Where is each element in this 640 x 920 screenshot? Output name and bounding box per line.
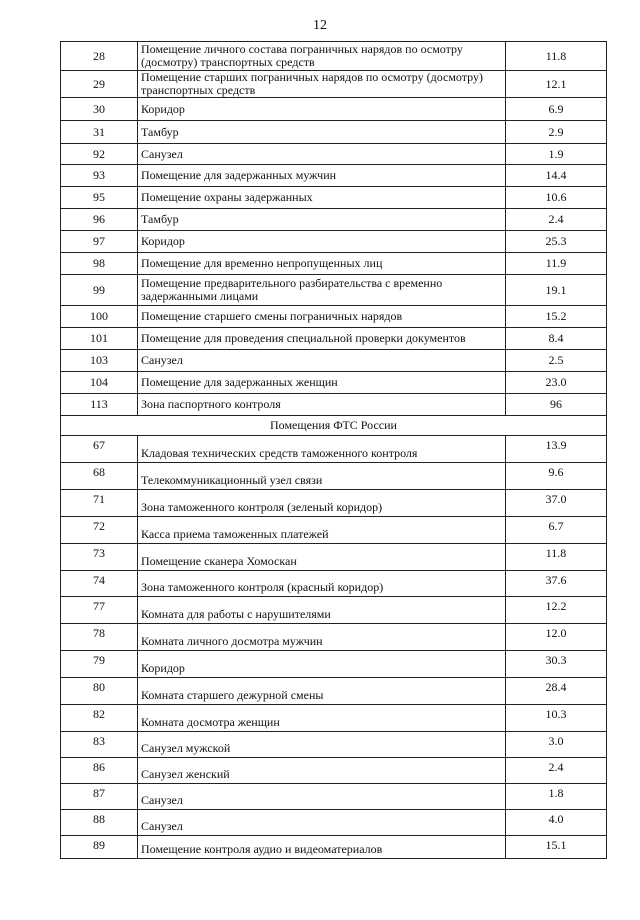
room-area: 13.9	[506, 436, 607, 463]
room-number: 79	[61, 651, 138, 678]
room-area: 28.4	[506, 678, 607, 705]
room-number: 77	[61, 597, 138, 624]
room-number: 104	[61, 372, 138, 394]
room-name: Зона таможенного контроля (красный коридор)	[138, 571, 506, 597]
room-area: 2.4	[506, 209, 607, 231]
room-name: Санузел женский	[138, 758, 506, 784]
room-number: 101	[61, 328, 138, 350]
room-area: 6.9	[506, 98, 607, 121]
room-area: 1.9	[506, 144, 607, 165]
room-area: 19.1	[506, 275, 607, 306]
room-name: Санузел	[138, 810, 506, 836]
table-row	[61, 624, 607, 651]
section-title: Помещения ФТС России	[61, 416, 607, 436]
table-row	[61, 732, 607, 758]
room-name: Коридор	[138, 651, 506, 678]
room-number: 86	[61, 758, 138, 784]
table-row	[61, 165, 607, 187]
room-area: 2.4	[506, 758, 607, 784]
room-name: Санузел мужской	[138, 732, 506, 758]
table-row	[61, 651, 607, 678]
room-area: 15.2	[506, 306, 607, 328]
room-number: 29	[61, 71, 138, 98]
room-number: 72	[61, 517, 138, 544]
room-area: 96	[506, 394, 607, 416]
table-row	[61, 350, 607, 372]
table-row	[61, 517, 607, 544]
room-number: 71	[61, 490, 138, 517]
room-area: 30.3	[506, 651, 607, 678]
room-number: 74	[61, 571, 138, 597]
room-name: Помещение контроля аудио и видеоматериалов	[138, 836, 506, 859]
table-row	[61, 436, 607, 463]
table-row	[61, 705, 607, 732]
room-number: 92	[61, 144, 138, 165]
room-number: 98	[61, 253, 138, 275]
table-row	[61, 98, 607, 121]
table-row	[61, 42, 607, 71]
room-area: 12.0	[506, 624, 607, 651]
room-number: 82	[61, 705, 138, 732]
room-name: Тамбур	[138, 209, 506, 231]
room-name: Санузел	[138, 784, 506, 810]
table-row	[61, 306, 607, 328]
room-area: 2.9	[506, 121, 607, 144]
table-row	[61, 463, 607, 490]
room-name: Коридор	[138, 98, 506, 121]
room-name: Помещение сканера Хомоскан	[138, 544, 506, 571]
room-area: 6.7	[506, 517, 607, 544]
room-name: Коридор	[138, 231, 506, 253]
room-name: Комната для работы с нарушителями	[138, 597, 506, 624]
room-number: 78	[61, 624, 138, 651]
room-name: Телекоммуникационный узел связи	[138, 463, 506, 490]
table-row	[61, 253, 607, 275]
table-row	[61, 758, 607, 784]
room-number: 68	[61, 463, 138, 490]
table-row	[61, 187, 607, 209]
room-name: Помещение предварительного разбирательства с временно задержанными лицами	[138, 275, 506, 306]
room-name: Помещение охраны задержанных	[138, 187, 506, 209]
room-name: Санузел	[138, 144, 506, 165]
room-area: 37.6	[506, 571, 607, 597]
room-area: 12.2	[506, 597, 607, 624]
table-row	[61, 784, 607, 810]
room-name: Комната личного досмотра мужчин	[138, 624, 506, 651]
page-number: 12	[313, 18, 327, 33]
table-row	[61, 372, 607, 394]
table-row	[61, 328, 607, 350]
room-area: 25.3	[506, 231, 607, 253]
room-area: 2.5	[506, 350, 607, 372]
table-row	[61, 490, 607, 517]
room-number: 88	[61, 810, 138, 836]
room-name: Помещение старшего смены пограничных нарядов	[138, 306, 506, 328]
table-row	[61, 144, 607, 165]
room-number: 113	[61, 394, 138, 416]
room-name: Комната досмотра женщин	[138, 705, 506, 732]
room-area: 3.0	[506, 732, 607, 758]
room-name: Санузел	[138, 350, 506, 372]
room-area: 37.0	[506, 490, 607, 517]
rooms-table	[60, 41, 607, 859]
room-name: Зона таможенного контроля (зеленый коридор)	[138, 490, 506, 517]
room-number: 103	[61, 350, 138, 372]
room-name: Зона паспортного контроля	[138, 394, 506, 416]
room-number: 93	[61, 165, 138, 187]
room-area: 15.1	[506, 836, 607, 859]
table-row	[61, 810, 607, 836]
room-number: 31	[61, 121, 138, 144]
section-header-row	[61, 416, 607, 436]
table-row	[61, 597, 607, 624]
room-name: Помещение старших пограничных нарядов по осмотру (досмотру) транспортных средств	[138, 71, 506, 98]
table-row	[61, 544, 607, 571]
room-number: 80	[61, 678, 138, 705]
room-number: 100	[61, 306, 138, 328]
room-number: 83	[61, 732, 138, 758]
room-area: 11.8	[506, 544, 607, 571]
room-area: 9.6	[506, 463, 607, 490]
room-number: 96	[61, 209, 138, 231]
room-name: Комната старшего дежурной смены	[138, 678, 506, 705]
room-name: Помещение для задержанных женщин	[138, 372, 506, 394]
room-name: Помещение для задержанных мужчин	[138, 165, 506, 187]
room-area: 10.3	[506, 705, 607, 732]
room-number: 28	[61, 42, 138, 71]
room-area: 4.0	[506, 810, 607, 836]
room-name: Помещение для проведения специальной проверки документов	[138, 328, 506, 350]
table-row	[61, 678, 607, 705]
room-name: Касса приема таможенных платежей	[138, 517, 506, 544]
room-number: 67	[61, 436, 138, 463]
room-area: 8.4	[506, 328, 607, 350]
room-number: 99	[61, 275, 138, 306]
room-name: Помещение для временно непропущенных лиц	[138, 253, 506, 275]
table-row	[61, 209, 607, 231]
room-number: 95	[61, 187, 138, 209]
room-area: 11.9	[506, 253, 607, 275]
room-number: 89	[61, 836, 138, 859]
table-row	[61, 121, 607, 144]
rooms-table-body	[61, 42, 607, 859]
room-name: Тамбур	[138, 121, 506, 144]
room-area: 11.8	[506, 42, 607, 71]
room-number: 87	[61, 784, 138, 810]
room-area: 14.4	[506, 165, 607, 187]
room-name: Помещение личного состава пограничных нарядов по осмотру (досмотру) транспортных средств	[138, 42, 506, 71]
room-area: 10.6	[506, 187, 607, 209]
table-row	[61, 571, 607, 597]
room-area: 1.8	[506, 784, 607, 810]
table-row	[61, 71, 607, 98]
room-area: 12.1	[506, 71, 607, 98]
table-row	[61, 836, 607, 859]
room-number: 73	[61, 544, 138, 571]
table-row	[61, 394, 607, 416]
room-number: 97	[61, 231, 138, 253]
room-number: 30	[61, 98, 138, 121]
table-row	[61, 231, 607, 253]
room-name: Кладовая технических средств таможенного контроля	[138, 436, 506, 463]
room-area: 23.0	[506, 372, 607, 394]
table-row	[61, 275, 607, 306]
